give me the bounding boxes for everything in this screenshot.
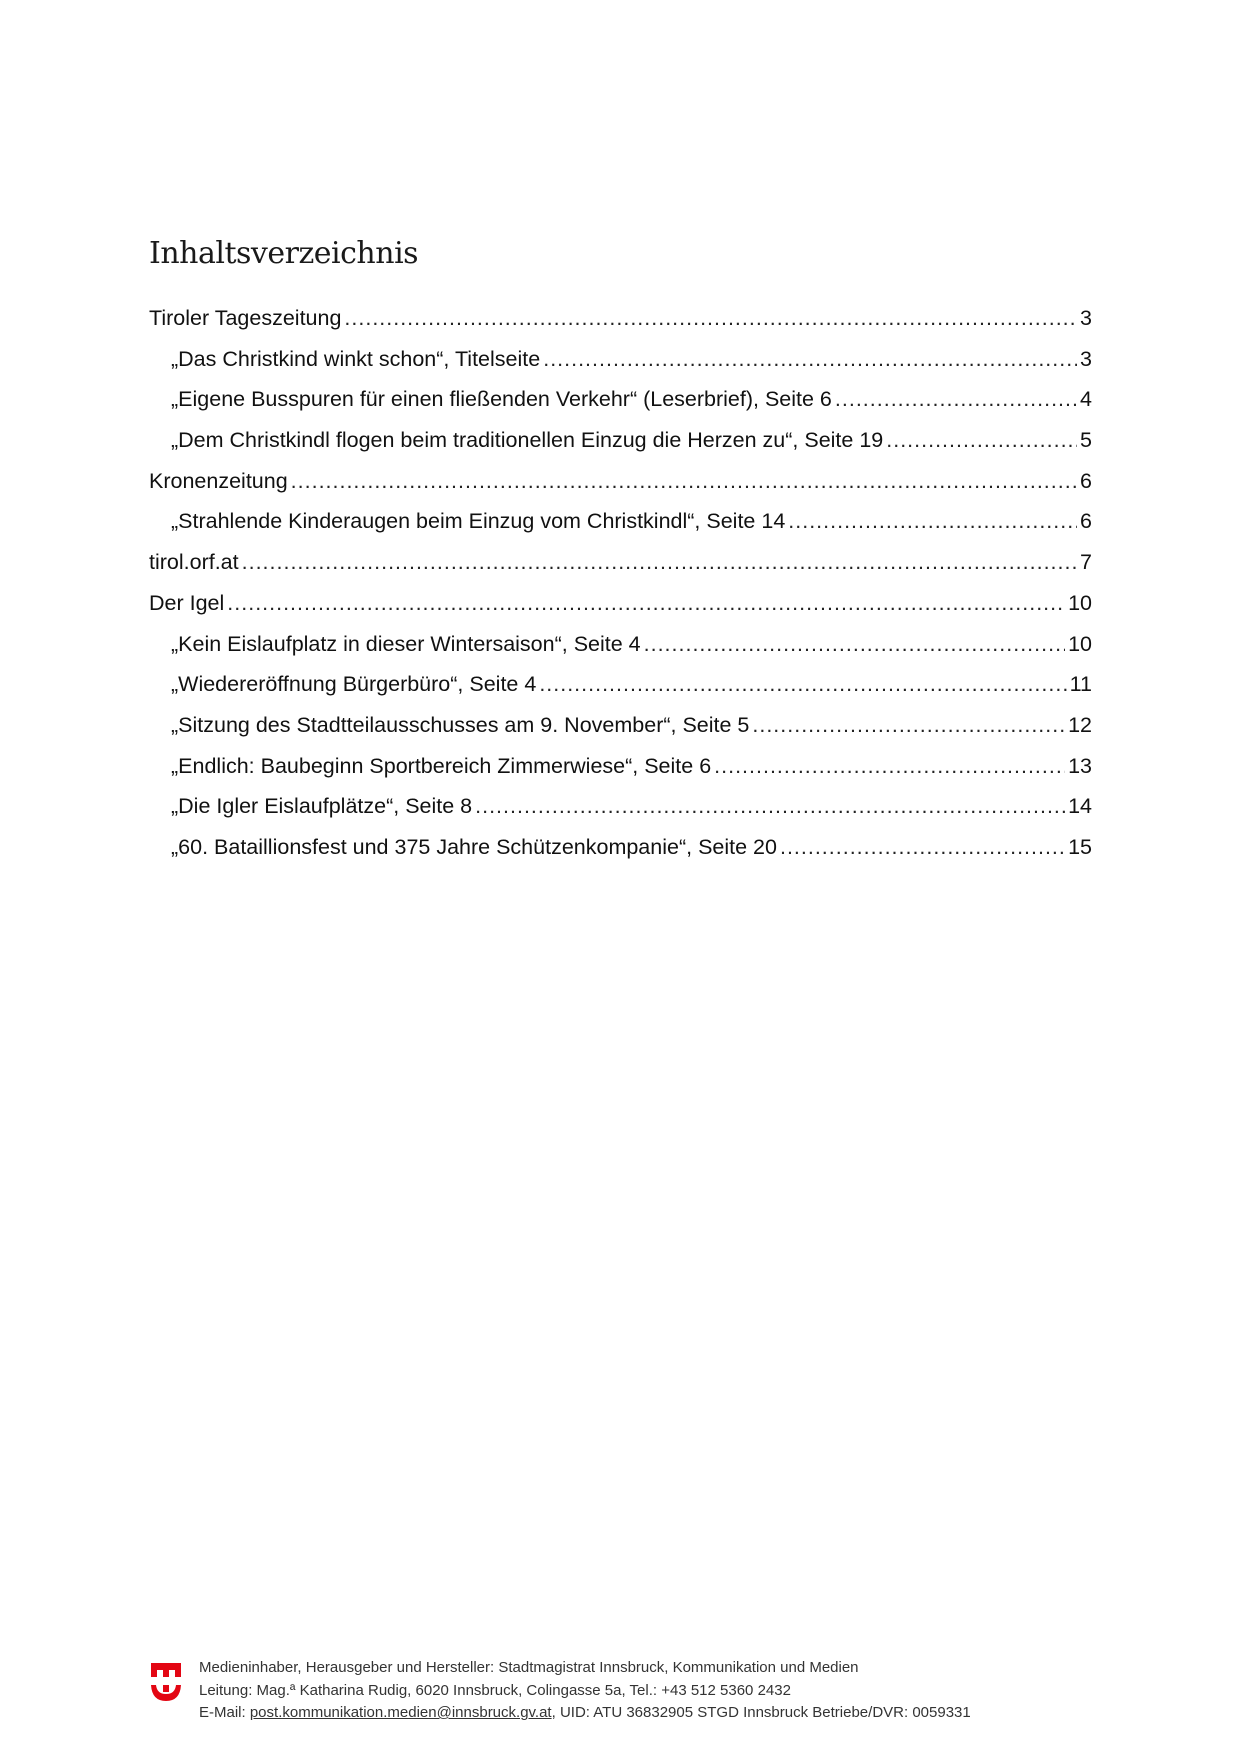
footer-line-2: Leitung: Mag.ª Katharina Rudig, 6020 Innsbruck, Colingasse 5a, Tel.: +43 512 5360 2432 <box>199 1681 791 1699</box>
toc-entry-label: „Eigene Busspuren für einen fließenden Verkehr“ (Leserbrief), Seite 6 <box>171 387 832 412</box>
dot-leader <box>780 835 1065 860</box>
toc-entry[interactable] <box>149 387 1092 428</box>
toc-entry-label: Tiroler Tageszeitung <box>149 306 342 330</box>
toc-entry-page: 5 <box>1080 428 1092 453</box>
toc-entry-page: 13 <box>1068 753 1092 778</box>
toc-entry[interactable] <box>149 713 1092 754</box>
toc-entry-label: Der Igel <box>149 590 225 615</box>
dot-leader <box>835 387 1077 412</box>
toc-entry-page: 10 <box>1068 590 1092 615</box>
dot-leader <box>788 509 1077 534</box>
email-link[interactable]: post.kommunikation.medien@innsbruck.gv.at <box>249 1704 552 1721</box>
toc-entry[interactable] <box>149 550 1092 591</box>
toc-entry-label: „Die Igler Eislaufplätze“, Seite 8 <box>171 794 473 819</box>
dot-leader <box>752 713 1065 738</box>
toc-entry-page: 10 <box>1068 631 1092 656</box>
toc-entry-label: tirol.orf.at <box>149 550 239 575</box>
toc-entry-label: Kronenzeitung <box>149 468 288 493</box>
toc-entry-page: 3 <box>1080 346 1092 371</box>
toc-entry[interactable] <box>149 347 1092 388</box>
toc-entry[interactable] <box>149 835 1092 876</box>
dot-leader <box>344 306 1077 331</box>
toc-entry-page: 6 <box>1080 509 1092 534</box>
toc-entry[interactable] <box>149 306 1092 347</box>
dot-leader <box>543 347 1077 372</box>
toc-entry-page: 6 <box>1080 468 1092 493</box>
toc-entry[interactable] <box>149 754 1092 795</box>
toc-entry-label: „Sitzung des Stadtteilausschusses am 9. November“, Seite 5 <box>171 712 750 737</box>
dot-leader <box>475 794 1065 819</box>
toc-entry-label: „Dem Christkindl flogen beim traditionellen Einzug die Herzen zu“, Seite 19 <box>171 428 884 453</box>
toc-entry[interactable] <box>149 672 1092 713</box>
toc-entry-label: „Wiedereröffnung Bürgerbüro“, Seite 4 <box>171 672 537 697</box>
page-title: Inhaltsverzeichnis <box>149 236 419 271</box>
footer-line-3 <box>199 1702 971 1725</box>
toc-entry-label: „Endlich: Baubeginn Sportbereich Zimmerwiese“, Seite 6 <box>171 753 712 778</box>
footer-line-1: Medieninhaber, Herausgeber und Hersteller: Stadtmagistrat Innsbruck, Kommunikation und Medien <box>199 1659 859 1676</box>
toc-entry-label: „Das Christkind winkt schon“, Titelseite <box>171 346 541 371</box>
toc-entry-page: 14 <box>1068 794 1092 819</box>
toc-entry[interactable] <box>149 428 1092 469</box>
toc-entry[interactable] <box>149 794 1092 835</box>
toc-entry-label: „Kein Eislaufplatz in dieser Wintersaison“, Seite 4 <box>171 631 641 656</box>
dot-leader <box>227 591 1065 616</box>
dot-leader <box>291 469 1077 494</box>
toc-entry[interactable] <box>149 509 1092 550</box>
toc-entry[interactable] <box>149 591 1092 632</box>
toc-entry-label: „Strahlende Kinderaugen beim Einzug vom Christkindl“, Seite 14 <box>171 509 786 534</box>
toc-entry-page: 12 <box>1068 712 1092 737</box>
table-of-contents <box>149 306 1092 876</box>
dot-leader <box>539 672 1066 697</box>
toc-entry-page: 7 <box>1080 550 1092 575</box>
dot-leader <box>714 754 1065 779</box>
dot-leader <box>644 632 1065 657</box>
toc-entry[interactable] <box>149 469 1092 510</box>
dot-leader <box>886 428 1077 453</box>
toc-entry-page: 4 <box>1080 387 1092 412</box>
toc-entry-label: „60. Bataillionsfest und 375 Jahre Schützenkompanie“, Seite 20 <box>171 834 777 859</box>
toc-entry-page: 15 <box>1068 834 1092 859</box>
innsbruck-logo-icon <box>151 1661 181 1705</box>
toc-entry-page: 3 <box>1080 306 1092 330</box>
toc-entry-page: 11 <box>1069 672 1092 697</box>
email-label: E-Mail: <box>199 1704 250 1721</box>
footer-ids: , UID: ATU 36832905 STGD Innsbruck Betriebe/DVR: 0059331 <box>551 1704 971 1721</box>
toc-entry[interactable] <box>149 632 1092 673</box>
dot-leader <box>242 550 1077 575</box>
